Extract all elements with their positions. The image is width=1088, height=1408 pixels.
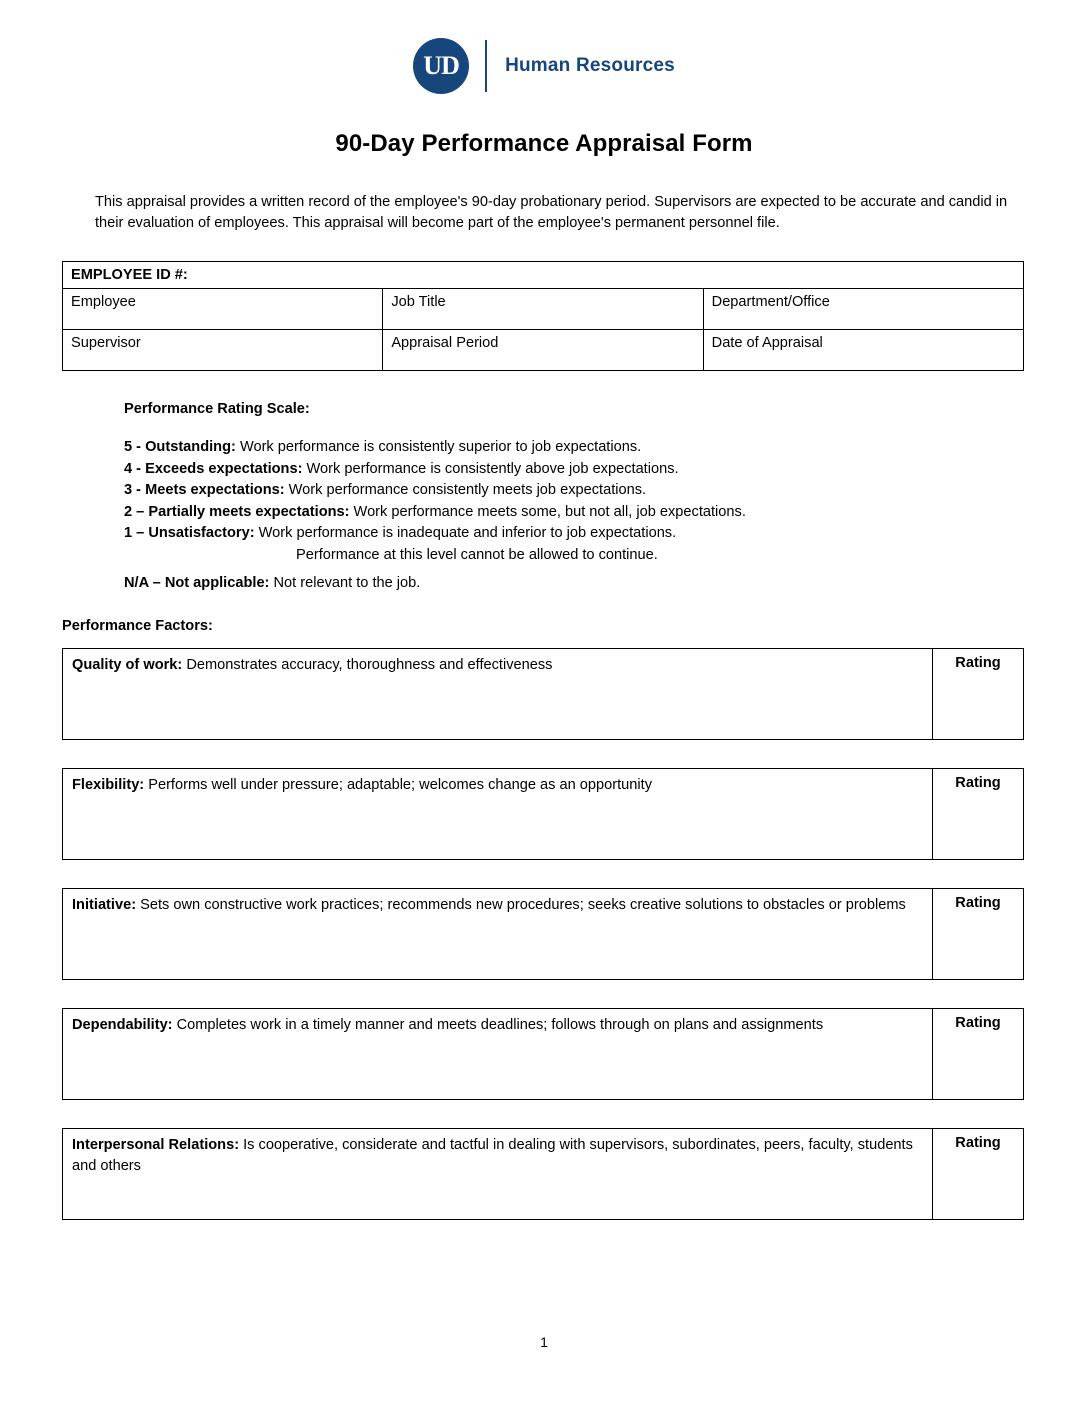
factor-description-cell[interactable] <box>63 1129 933 1220</box>
table-row <box>63 1129 1024 1220</box>
rating-scale-item-1-text: Work performance is inadequate and inferior to job expectations. <box>254 525 677 542</box>
rating-scale-item-5-text: Work performance is consistently superior to job expectations. <box>235 439 642 456</box>
factor-name: Interpersonal Relations: <box>72 1137 240 1154</box>
rating-scale-item-1 <box>124 523 1026 545</box>
factor-initiative <box>62 888 1024 980</box>
job-title-field[interactable]: Job Title <box>383 289 703 330</box>
performance-rating-scale <box>124 399 1026 594</box>
table-row <box>63 262 1024 289</box>
table-row <box>63 1009 1024 1100</box>
factor-text: Performs well under pressure; adaptable; welcomes change as an opportunity <box>144 777 652 794</box>
rating-scale-item-1-label: 1 – Unsatisfactory: <box>124 525 255 542</box>
appraisal-period-field[interactable]: Appraisal Period <box>383 330 703 371</box>
factor-name: Flexibility: <box>72 777 145 794</box>
factor-description-cell[interactable] <box>63 889 933 980</box>
factor-text: Is cooperative, considerate and tactful in dealing with supervisors, subordinates, peers, faculty, students and others <box>72 1137 913 1174</box>
rating-scale-item-na-label: N/A – Not applicable: <box>124 574 270 591</box>
spacer <box>0 740 1088 754</box>
factor-dependability <box>62 1008 1024 1100</box>
factor-name: Initiative: <box>72 897 137 914</box>
rating-scale-item-2-label: 2 – Partially meets expectations: <box>124 503 350 520</box>
rating-header-cell[interactable]: Rating <box>933 889 1024 980</box>
rating-scale-item-4-text: Work performance is consistently above job expectations. <box>302 460 679 477</box>
spacer <box>0 860 1088 874</box>
department-office-field[interactable]: Department/Office <box>703 289 1023 330</box>
spacer <box>0 980 1088 994</box>
factor-description-cell[interactable] <box>63 1009 933 1100</box>
rating-header-cell[interactable]: Rating <box>933 1009 1024 1100</box>
rating-scale-title: Performance Rating Scale: <box>124 401 310 418</box>
factor-flexibility <box>62 768 1024 860</box>
rating-scale-item-2-text: Work performance meets some, but not all, job expectations. <box>349 503 746 520</box>
factor-text: Completes work in a timely manner and meets deadlines; follows through on plans and assignments <box>172 1017 824 1034</box>
factor-text: Demonstrates accuracy, thoroughness and effectiveness <box>182 657 553 674</box>
brand-header <box>0 0 1088 94</box>
rating-header-cell[interactable]: Rating <box>933 649 1024 740</box>
page-number: 1 <box>540 1334 548 1350</box>
factor-text: Sets own constructive work practices; recommends new procedures; seeks creative solutions to obstacles or problems <box>136 897 906 914</box>
rating-header-cell[interactable]: Rating <box>933 1129 1024 1220</box>
logo-divider <box>485 40 487 92</box>
factor-quality-of-work <box>62 648 1024 740</box>
rating-scale-item-3 <box>124 480 1026 502</box>
table-row <box>63 769 1024 860</box>
employee-field[interactable]: Employee <box>63 289 383 330</box>
rating-scale-item-5 <box>124 437 1026 459</box>
rating-scale-item-1-continuation: Performance at this level cannot be allowed to continue. <box>296 547 658 563</box>
performance-factors-heading: Performance Factors: <box>62 618 213 635</box>
rating-scale-item-na <box>124 573 1026 595</box>
table-row <box>63 649 1024 740</box>
factor-name: Dependability: <box>72 1017 173 1034</box>
table-row <box>63 330 1024 371</box>
factor-description-cell[interactable] <box>63 649 933 740</box>
employee-id-cell[interactable]: EMPLOYEE ID #: <box>63 262 1024 289</box>
ud-logo-icon: UD <box>413 38 469 94</box>
rating-scale-item-4 <box>124 459 1026 481</box>
page-title: 90-Day Performance Appraisal Form <box>335 130 753 157</box>
rating-scale-item-2 <box>124 502 1026 524</box>
factor-name: Quality of work: <box>72 657 183 674</box>
rating-scale-item-4-label: 4 - Exceeds expectations: <box>124 460 303 477</box>
human-resources-label: Human Resources <box>505 55 675 76</box>
supervisor-field[interactable]: Supervisor <box>63 330 383 371</box>
rating-header-cell[interactable]: Rating <box>933 769 1024 860</box>
rating-scale-item-3-label: 3 - Meets expectations: <box>124 482 285 499</box>
factor-description-cell[interactable] <box>63 769 933 860</box>
rating-scale-item-na-text: Not relevant to the job. <box>269 574 421 591</box>
rating-scale-item-3-text: Work performance consistently meets job expectations. <box>284 482 647 499</box>
table-row <box>63 289 1024 330</box>
intro-paragraph: This appraisal provides a written record of the employee's 90-day probationary period. Supervisors are expected to be accurate and candid in their evaluation of employees. This appraisal will become part of the employee's permanent personnel file. <box>95 194 1008 231</box>
factor-interpersonal-relations <box>62 1128 1024 1220</box>
table-row <box>63 889 1024 980</box>
spacer <box>0 1100 1088 1114</box>
employee-info-table <box>62 261 1024 371</box>
rating-scale-item-5-label: 5 - Outstanding: <box>124 439 236 456</box>
date-of-appraisal-field[interactable]: Date of Appraisal <box>703 330 1023 371</box>
